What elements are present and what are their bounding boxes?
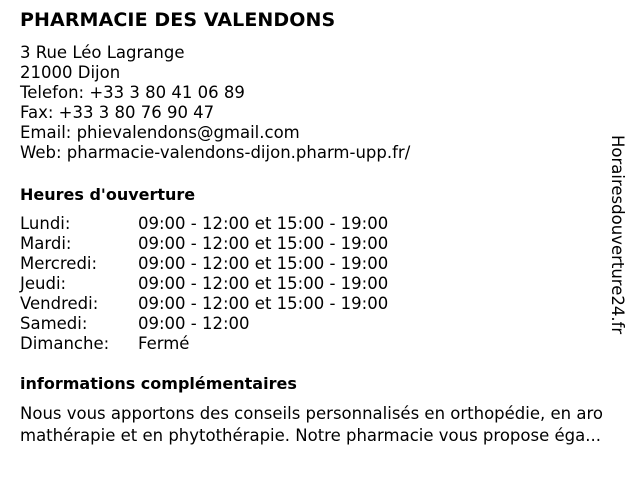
time-value: 09:00 - 12:00 et 15:00 - 19:00 <box>138 294 389 313</box>
day-label: Jeudi: <box>20 274 67 293</box>
hours-heading: Heures d'ouverture <box>20 185 196 204</box>
hours-row-wednesday <box>20 254 388 274</box>
info-line-1: Nous vous apportons des conseils personnalisés en orthopédie, en aro <box>20 404 603 423</box>
day-label: Mardi: <box>20 234 72 253</box>
time-value: 09:00 - 12:00 <box>138 314 250 333</box>
info-heading: informations complémentaires <box>20 374 297 393</box>
hours-row-friday <box>20 294 388 314</box>
website-address: Web: pharmacie-valendons-dijon.pharm-upp.fr/ <box>20 143 411 162</box>
address-street: 3 Rue Léo Lagrange <box>20 43 185 62</box>
time-value: 09:00 - 12:00 et 15:00 - 19:00 <box>138 234 389 253</box>
pharmacy-name: PHARMACIE DES VALENDONS <box>20 9 336 31</box>
fax-number: Fax: +33 3 80 76 90 47 <box>20 103 215 122</box>
day-label: Mercredi: <box>20 254 98 273</box>
email-address: Email: phievalendons@gmail.com <box>20 123 300 142</box>
time-value: 09:00 - 12:00 et 15:00 - 19:00 <box>138 214 389 233</box>
day-label: Vendredi: <box>20 294 99 313</box>
address-city: 21000 Dijon <box>20 63 121 82</box>
hours-row-saturday <box>20 314 388 334</box>
hours-row-sunday <box>20 334 388 354</box>
info-description <box>20 403 632 447</box>
info-line-2: mathérapie et en phytothérapie. Notre pharmacie vous propose éga... <box>20 426 601 445</box>
day-label: Dimanche: <box>20 334 110 353</box>
hours-table <box>20 214 388 354</box>
hours-row-tuesday <box>20 234 388 254</box>
time-value: 09:00 - 12:00 et 15:00 - 19:00 <box>138 274 389 293</box>
hours-row-monday <box>20 214 388 234</box>
contact-block <box>20 43 410 163</box>
day-label: Lundi: <box>20 214 71 233</box>
site-watermark: Horairesdouverture24.fr <box>608 135 627 335</box>
phone-number: Telefon: +33 3 80 41 06 89 <box>20 83 245 102</box>
time-value: Fermé <box>138 334 190 353</box>
time-value: 09:00 - 12:00 et 15:00 - 19:00 <box>138 254 389 273</box>
hours-row-thursday <box>20 274 388 294</box>
day-label: Samedi: <box>20 314 88 333</box>
